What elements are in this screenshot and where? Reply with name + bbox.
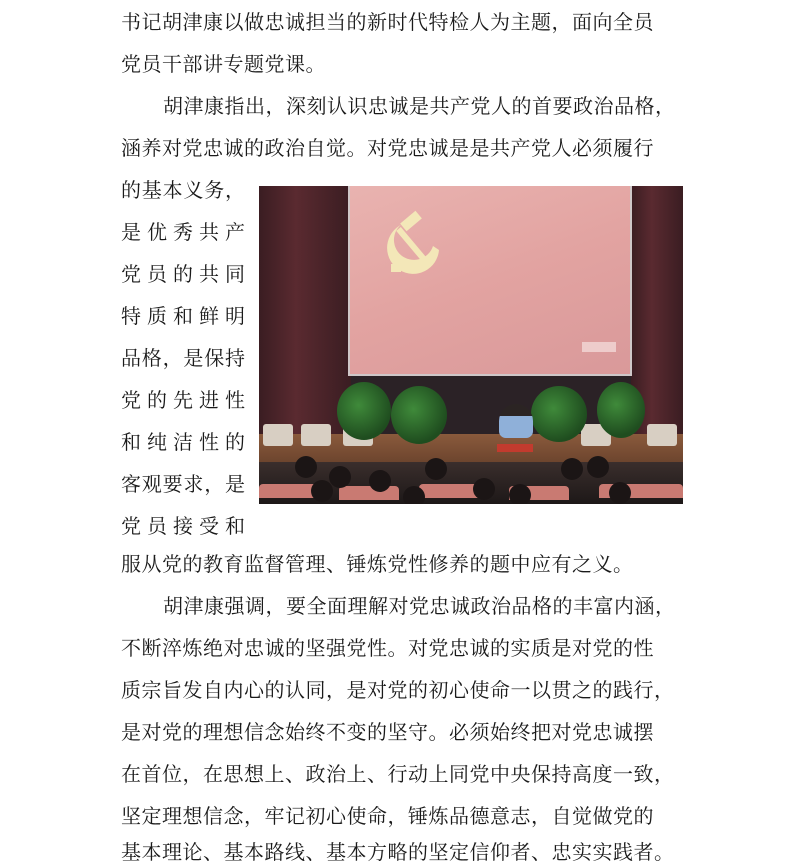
audience-head [329,466,351,488]
paragraph-1-line-2: 党员干部讲专题党课。 [121,52,326,76]
wrapped-line: 党员接受和 [121,514,245,538]
paragraph-3-line-5: 在首位，在思想上、政治上、行动上同党中央保持高度一致， [121,762,675,786]
plant [531,386,587,442]
paragraph-3-line-7: 基本理论、基本路线、基本方略的坚定信仰者、忠实实践者。 [121,840,675,864]
wrapped-line: 党员的共同 [121,262,245,286]
audience-head [369,470,391,492]
paragraph-1-line-1: 书记胡津康以做忠诚担当的新时代特检人为主题，面向全员 [121,10,654,34]
chair [647,424,677,446]
wrapped-line: 是优秀共产 [121,220,245,244]
nameplate [497,444,533,452]
hammer-sickle-icon [385,206,453,274]
audience-head [403,486,425,504]
seat-row [259,484,319,498]
paragraph-2-last-line: 服从党的教育监督管理、锤炼党性修养的题中应有之义。 [121,552,634,576]
paragraph-2-line-2: 涵养对党忠诚的政治自觉。对党忠诚是是共产党人必须履行 [121,136,654,160]
wrapped-line: 特质和鲜明 [121,304,245,328]
wrapped-line: 客观要求，是 [121,472,245,496]
audience-head [473,478,495,500]
chair [301,424,331,446]
audience-head [587,456,609,478]
seat-row [339,486,399,500]
audience-head [609,482,631,504]
paragraph-2-line-1: 胡津康指出，深刻认识忠诚是共产党人的首要政治品格， [163,94,676,118]
audience-head [561,458,583,480]
speaker [499,404,533,438]
wrapped-line: 的基本义务， [121,178,245,202]
wrapped-line: 品格，是保持 [121,346,245,370]
paragraph-3-line-3: 质宗旨发自内心的认同，是对党的初心使命一以贯之的践行， [121,678,675,702]
audience-head [425,458,447,480]
paragraph-3-line-2: 不断淬炼绝对忠诚的坚强党性。对党忠诚的实质是对党的性 [121,636,654,660]
wrapped-line: 党的先进性 [121,388,245,412]
plant [337,382,391,440]
audience-head [295,456,317,478]
meeting-photo [259,186,683,504]
audience-head [509,484,531,504]
seat-row [419,484,479,498]
paragraph-3-line-6: 坚定理想信念，牢记初心使命，锤炼品德意志，自觉做党的 [121,804,654,828]
projection-screen [350,186,630,374]
plant [391,386,447,444]
wrapped-line: 和纯洁性的 [121,430,245,454]
paragraph-3-line-4: 是对党的理想信念始终不变的坚守。必须始终把对党忠诚摆 [121,720,654,744]
audience-head [311,480,333,502]
plant [597,382,645,438]
paragraph-3-line-1: 胡津康强调，要全面理解对党忠诚政治品格的丰富内涵， [163,594,676,618]
chair [263,424,293,446]
screen-watermark [582,342,616,352]
